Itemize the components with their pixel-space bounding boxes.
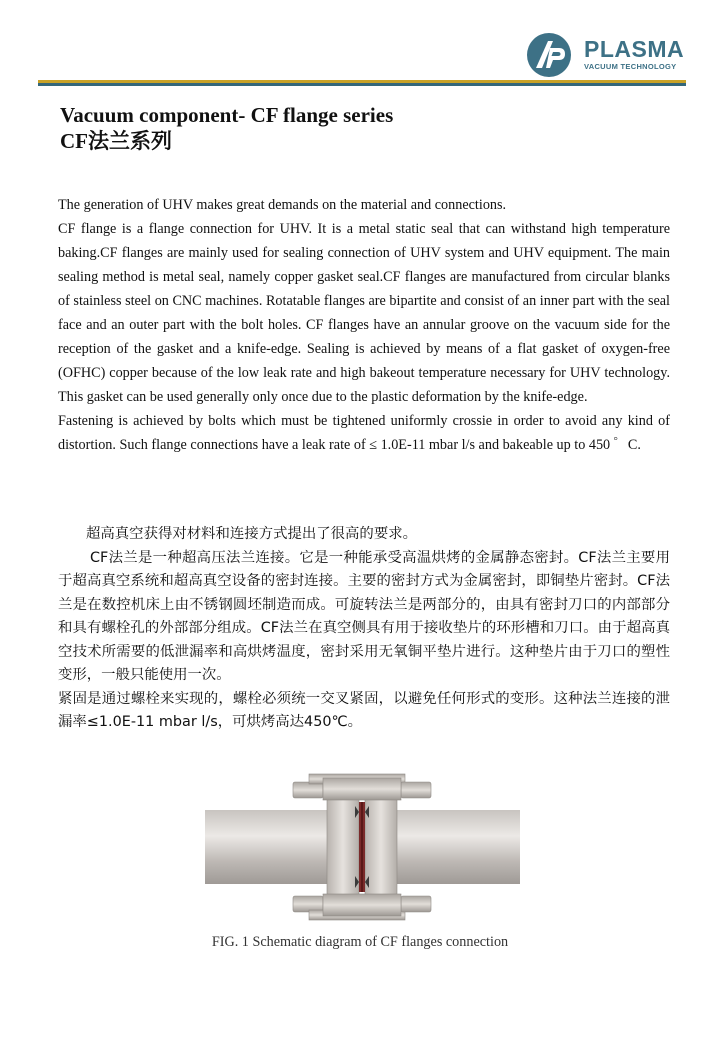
english-paragraph-intro: The generation of UHV makes great demands on the material and connections. [58, 197, 507, 213]
logo-brand-name: PLASMA [584, 36, 685, 62]
chinese-paragraph-flange: CF法兰是一种超高压法兰连接。它是一种能承受高温烘烤的金属静态密封。CF法兰主要用于超高真空系统和超高真空设备的密封连接。主要的密封方式为金属密封，即铜垫片密封。CF法兰是在数控机床上由不锈钢圆坯制造而成。可旋转法兰是两部分的，由具有密封刀口的内部部分和具有螺栓孔的外部部分组成。CF法兰在真空侧具有用于接收垫片的环形槽和刀口。由于超高真空技术所需要的低泄漏率和高烘烤温度，密封采用无氧铜平垫片进行。这种垫片由于刀口的塑性变形，一般只能使用一次。 [58, 549, 670, 683]
page-title-english: Vacuum component- CF flange series [60, 103, 394, 127]
chinese-paragraph-intro: 超高真空获得对材料和连接方式提出了很高的要求。 [86, 526, 417, 542]
chinese-paragraph-fastening: 紧固是通过螺栓来实现的，螺栓必须统一交叉紧固，以避免任何形式的变形。这种法兰连接的泄漏率≤1.0E-11 mbar l/s，可烘烤高达450℃。 [58, 690, 670, 730]
english-paragraph-fastening: Fastening is achieved by bolts which must be tightened uniformly crossie in order to avoid any kind of distortion. Such flange connections have a leak rate of ≤ 1.0E-11 mbar l/s and bakeable up to 450 ゜C. [58, 413, 670, 453]
plasma-logo [526, 30, 686, 78]
cf-flange-connection-illustration [205, 772, 520, 922]
page-title [60, 102, 393, 154]
english-description [58, 193, 670, 457]
header-divider-teal [38, 83, 686, 86]
logo-tagline: VACUUM TECHNOLOGY [584, 62, 677, 71]
plasma-logo-icon [526, 32, 572, 78]
page-title-chinese: CF法兰系列 [60, 129, 172, 153]
chinese-description [58, 523, 670, 735]
header-divider [38, 80, 686, 86]
figure-caption: FIG. 1 Schematic diagram of CF flanges connection [211, 934, 509, 950]
english-paragraph-flange: CF flange is a flange connection for UHV. It is a metal static seal that can withstand high temperature baking.CF flanges are mainly used for sealing connection of UHV system and UHV equipment. The main sealing method is metal seal, namely copper gasket seal.CF flanges are manufactured from circular blanks of stainless steel on CNC machines. Rotatable flanges are bipartite and consist of an inner part with the seal face and an outer part with the bolt holes. CF flanges have an annular groove on the vacuum side for the reception of the gasket and a knife-edge. Sealing is achieved by means of a flat gasket of oxygen-free (OFHC) copper because of the low leak rate and high bakeout temperature necessary for UHV technology. This gasket can be used generally only once due to the plastic deformation by the knife-edge. [58, 221, 670, 405]
